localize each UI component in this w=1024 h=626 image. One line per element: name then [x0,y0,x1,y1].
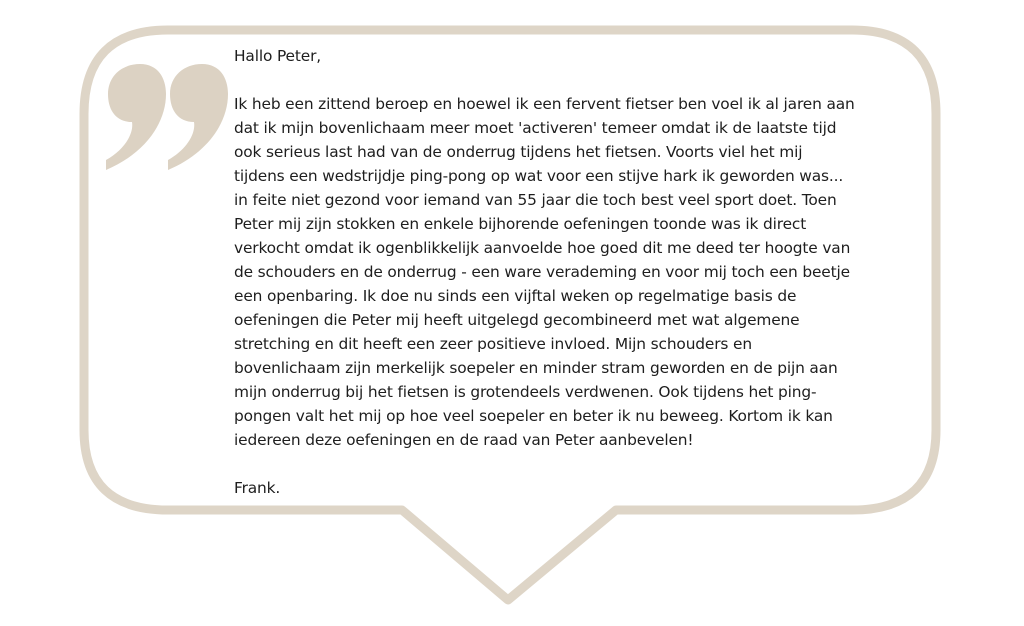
body-line: in feite niet gezond voor iemand van 55 jaar die toch best veel sport doet. Toen [234,191,837,209]
body-line: stretching en dit heeft een zeer positieve invloed. Mijn schouders en [234,335,752,353]
body-line: iedereen deze oefeningen en de raad van Peter aanbevelen! [234,431,694,449]
body-line: Peter mij zijn stokken en enkele bijhorende oefeningen toonde was ik direct [234,215,807,233]
testimonial-body [234,92,924,452]
body-line: tijdens een wedstrijdje ping-pong op wat voor een stijve hark ik geworden was... [234,167,844,185]
body-line: de schouders en de onderrug - een ware verademing en voor mij toch een beetje [234,263,850,281]
testimonial-text [234,44,924,500]
body-line: ook serieus last had van de onderrug tijdens het fietsen. Voorts viel het mij [234,143,803,161]
greeting: Hallo Peter, [234,47,321,65]
body-line: oefeningen die Peter mij heeft uitgelegd gecombineerd met wat algemene [234,311,800,329]
body-line: dat ik mijn bovenlichaam meer moet 'activeren' temeer omdat ik de laatste tijd [234,119,837,137]
body-line: een openbaring. Ik doe nu sinds een vijftal weken op regelmatige basis de [234,287,797,305]
body-line: Ik heb een zittend beroep en hoewel ik een fervent fietser ben voel ik al jaren aan [234,95,855,113]
body-line: mijn onderrug bij het fietsen is grotendeels verdwenen. Ook tijdens het ping- [234,383,817,401]
body-line: bovenlichaam zijn merkelijk soepeler en minder stram geworden en de pijn aan [234,359,838,377]
body-line: verkocht omdat ik ogenblikkelijk aanvoelde hoe goed dit me deed ter hoogte van [234,239,851,257]
signoff: Frank. [234,479,281,497]
body-line: pongen valt het mij op hoe veel soepeler en beter ik nu beweeg. Kortom ik kan [234,407,833,425]
closing-double-quote-icon [104,62,232,174]
